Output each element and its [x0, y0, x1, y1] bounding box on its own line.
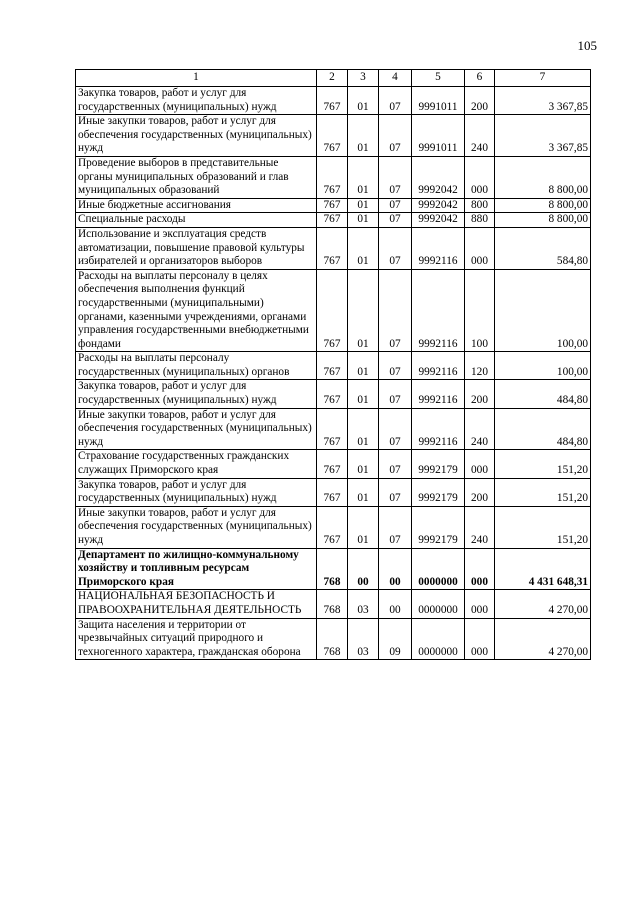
page-number: 105: [577, 38, 597, 53]
cell-admin-code: 767: [317, 352, 348, 380]
cell-name: Расходы на выплаты персоналу государственных (муниципальных) органов: [76, 352, 317, 380]
cell-subsection: 07: [379, 352, 412, 380]
cell-admin-code: 767: [317, 478, 348, 506]
table-row: [76, 198, 591, 213]
table-row: [76, 450, 591, 478]
cell-section: 01: [348, 115, 379, 157]
header-cell: 6: [465, 70, 495, 87]
table-row: [76, 156, 591, 198]
cell-subsection: 07: [379, 450, 412, 478]
cell-amount: 484,80: [495, 380, 591, 408]
cell-subsection: 09: [379, 618, 412, 660]
table-row: [76, 227, 591, 269]
cell-amount: 4 270,00: [495, 618, 591, 660]
cell-target-article: 9992042: [412, 156, 465, 198]
header-cell: 3: [348, 70, 379, 87]
cell-expense-type: 240: [465, 115, 495, 157]
budget-table: [75, 69, 591, 660]
cell-amount: 8 800,00: [495, 198, 591, 213]
cell-target-article: 9992116: [412, 269, 465, 352]
cell-expense-type: 240: [465, 408, 495, 450]
table-row: [76, 506, 591, 548]
cell-section: 01: [348, 87, 379, 115]
cell-admin-code: 768: [317, 590, 348, 618]
cell-target-article: 9992179: [412, 506, 465, 548]
cell-expense-type: 880: [465, 213, 495, 228]
table-row: [76, 618, 591, 660]
cell-section: 01: [348, 227, 379, 269]
cell-subsection: 07: [379, 87, 412, 115]
header-cell: 5: [412, 70, 465, 87]
cell-subsection: 07: [379, 506, 412, 548]
cell-target-article: 9992116: [412, 408, 465, 450]
cell-expense-type: 000: [465, 450, 495, 478]
table-row: [76, 115, 591, 157]
cell-name: Иные закупки товаров, работ и услуг для обеспечения государственных (муниципальных) нужд: [76, 408, 317, 450]
cell-admin-code: 768: [317, 618, 348, 660]
cell-section: 01: [348, 380, 379, 408]
cell-amount: 100,00: [495, 352, 591, 380]
cell-subsection: 00: [379, 590, 412, 618]
cell-name: Закупка товаров, работ и услуг для государственных (муниципальных) нужд: [76, 87, 317, 115]
cell-name: Расходы на выплаты персоналу в целях обеспечения выполнения функций государственными (муниципальными) органами, казенными учреждениями, органами управления государственными внебюджетными фондами: [76, 269, 317, 352]
cell-target-article: 0000000: [412, 618, 465, 660]
cell-subsection: 07: [379, 269, 412, 352]
cell-admin-code: 767: [317, 227, 348, 269]
table-row: [76, 590, 591, 618]
cell-expense-type: 000: [465, 548, 495, 590]
cell-subsection: 07: [379, 380, 412, 408]
cell-name: Проведение выборов в представительные органы муниципальных образований и глав муниципальных образований: [76, 156, 317, 198]
cell-target-article: 9992116: [412, 227, 465, 269]
cell-expense-type: 000: [465, 618, 495, 660]
cell-target-article: 0000000: [412, 548, 465, 590]
cell-amount: 584,80: [495, 227, 591, 269]
table-header-row: [76, 70, 591, 87]
cell-expense-type: 240: [465, 506, 495, 548]
cell-amount: 484,80: [495, 408, 591, 450]
cell-name: Использование и эксплуатация средств автоматизации, повышение правовой культуры избирателей и организаторов выборов: [76, 227, 317, 269]
cell-subsection: 07: [379, 213, 412, 228]
table-body: [76, 87, 591, 660]
cell-name: Иные закупки товаров, работ и услуг для обеспечения государственных (муниципальных) нужд: [76, 506, 317, 548]
cell-subsection: 07: [379, 227, 412, 269]
cell-section: 01: [348, 408, 379, 450]
cell-section: 01: [348, 156, 379, 198]
cell-target-article: 0000000: [412, 590, 465, 618]
cell-admin-code: 767: [317, 87, 348, 115]
cell-admin-code: 767: [317, 408, 348, 450]
table-row: [76, 269, 591, 352]
cell-name: Департамент по жилищно-коммунальному хозяйству и топливным ресурсам Приморского края: [76, 548, 317, 590]
cell-admin-code: 767: [317, 450, 348, 478]
cell-expense-type: 100: [465, 269, 495, 352]
header-cell: 2: [317, 70, 348, 87]
cell-target-article: 9991011: [412, 115, 465, 157]
header-cell: 7: [495, 70, 591, 87]
cell-expense-type: 800: [465, 198, 495, 213]
cell-expense-type: 000: [465, 156, 495, 198]
cell-target-article: 9992116: [412, 352, 465, 380]
cell-expense-type: 120: [465, 352, 495, 380]
cell-target-article: 9992179: [412, 450, 465, 478]
cell-target-article: 9992042: [412, 198, 465, 213]
cell-amount: 3 367,85: [495, 115, 591, 157]
cell-subsection: 00: [379, 548, 412, 590]
table-row: [76, 408, 591, 450]
cell-subsection: 07: [379, 115, 412, 157]
cell-amount: 100,00: [495, 269, 591, 352]
cell-admin-code: 767: [317, 115, 348, 157]
cell-name: Иные бюджетные ассигнования: [76, 198, 317, 213]
cell-name: Закупка товаров, работ и услуг для государственных (муниципальных) нужд: [76, 478, 317, 506]
cell-amount: 8 800,00: [495, 213, 591, 228]
cell-amount: 151,20: [495, 478, 591, 506]
cell-section: 01: [348, 478, 379, 506]
table-row: [76, 380, 591, 408]
cell-name: Защита населения и территории от чрезвычайных ситуаций природного и техногенного характера, гражданская оборона: [76, 618, 317, 660]
table-row: [76, 213, 591, 228]
cell-amount: 8 800,00: [495, 156, 591, 198]
cell-section: 01: [348, 213, 379, 228]
cell-section: 01: [348, 269, 379, 352]
table-row: [76, 87, 591, 115]
cell-expense-type: 000: [465, 227, 495, 269]
table-row: [76, 352, 591, 380]
cell-amount: 151,20: [495, 450, 591, 478]
cell-subsection: 07: [379, 478, 412, 506]
cell-admin-code: 767: [317, 156, 348, 198]
cell-admin-code: 767: [317, 198, 348, 213]
cell-name: Закупка товаров, работ и услуг для государственных (муниципальных) нужд: [76, 380, 317, 408]
header-cell: 4: [379, 70, 412, 87]
table-row: [76, 478, 591, 506]
cell-amount: 4 270,00: [495, 590, 591, 618]
cell-target-article: 9992179: [412, 478, 465, 506]
cell-target-article: 9991011: [412, 87, 465, 115]
cell-section: 01: [348, 450, 379, 478]
cell-section: 01: [348, 198, 379, 213]
cell-admin-code: 767: [317, 213, 348, 228]
cell-section: 01: [348, 506, 379, 548]
cell-name: Иные закупки товаров, работ и услуг для обеспечения государственных (муниципальных) нужд: [76, 115, 317, 157]
cell-name: Страхование государственных гражданских служащих Приморского края: [76, 450, 317, 478]
cell-subsection: 07: [379, 156, 412, 198]
cell-section: 03: [348, 618, 379, 660]
cell-target-article: 9992116: [412, 380, 465, 408]
cell-admin-code: 767: [317, 506, 348, 548]
cell-amount: 4 431 648,31: [495, 548, 591, 590]
cell-name: Специальные расходы: [76, 213, 317, 228]
cell-amount: 3 367,85: [495, 87, 591, 115]
cell-amount: 151,20: [495, 506, 591, 548]
cell-admin-code: 767: [317, 269, 348, 352]
cell-admin-code: 768: [317, 548, 348, 590]
cell-admin-code: 767: [317, 380, 348, 408]
cell-section: 01: [348, 352, 379, 380]
cell-section: 00: [348, 548, 379, 590]
cell-expense-type: 200: [465, 478, 495, 506]
header-cell: 1: [76, 70, 317, 87]
cell-expense-type: 000: [465, 590, 495, 618]
cell-subsection: 07: [379, 408, 412, 450]
cell-section: 03: [348, 590, 379, 618]
cell-subsection: 07: [379, 198, 412, 213]
cell-name: НАЦИОНАЛЬНАЯ БЕЗОПАСНОСТЬ И ПРАВООХРАНИТЕЛЬНАЯ ДЕЯТЕЛЬНОСТЬ: [76, 590, 317, 618]
cell-expense-type: 200: [465, 87, 495, 115]
cell-target-article: 9992042: [412, 213, 465, 228]
table-row: [76, 548, 591, 590]
cell-expense-type: 200: [465, 380, 495, 408]
